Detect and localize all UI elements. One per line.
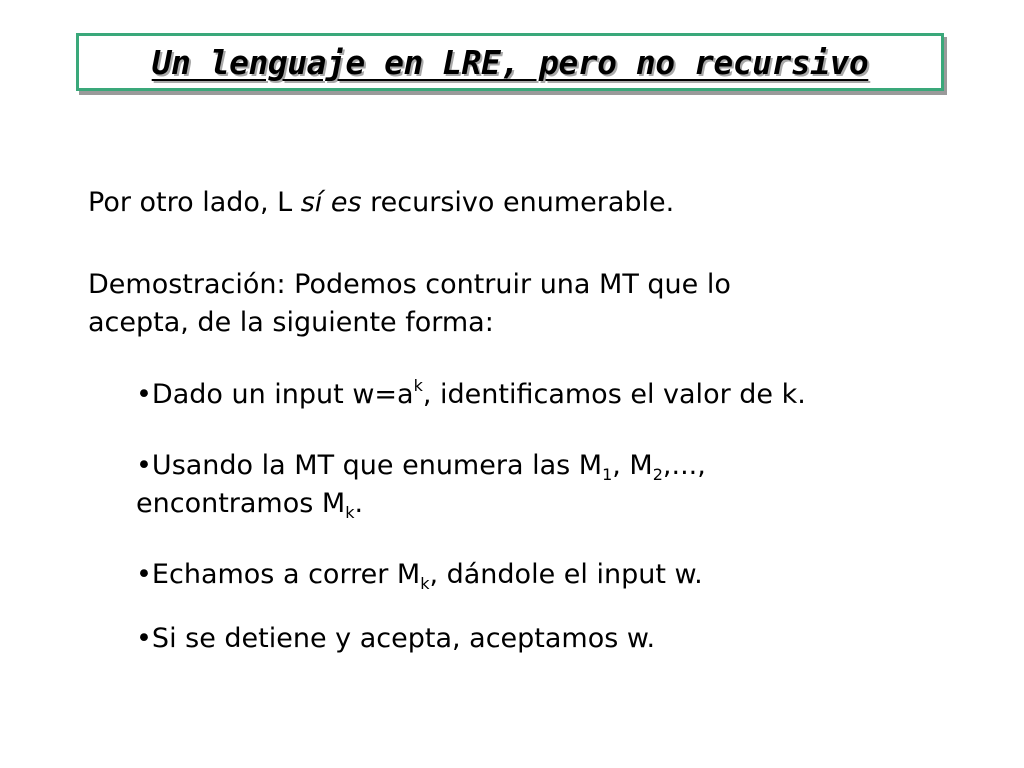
bullet-3-prefix: •Echamos a correr M (136, 559, 421, 590)
bullet-2 (136, 447, 706, 523)
bullet-1-prefix: •Dado un input w=a (136, 379, 414, 410)
para1-before: Por otro lado, L (88, 187, 301, 218)
bullet-3-sub: k (420, 574, 430, 593)
bullet-2-mid: , M (612, 450, 653, 481)
para2-line1: Demostración: Podemos contruir una MT que lo (88, 269, 731, 300)
title-box (76, 33, 944, 91)
bullet-1-sup: k (413, 376, 423, 395)
paragraph-demonstration (88, 266, 731, 342)
para1-italic: sí es (300, 187, 362, 218)
bullet-3 (136, 556, 703, 594)
para2-line2: acepta, de la siguiente forma: (88, 307, 494, 338)
bullet-2-line2-prefix: encontramos M (136, 488, 346, 519)
bullet-2-sub2: 2 (652, 465, 663, 484)
bullet-2-line1-suffix: ,..., (662, 450, 706, 481)
bullet-2-line1-prefix: •Usando la MT que enumera las M (136, 450, 603, 481)
bullet-2-sub3: k (345, 503, 355, 522)
bullet-1 (136, 376, 806, 414)
paragraph-recursive-enumerable (88, 184, 674, 222)
bullet-3-suffix: , dándole el input w. (429, 559, 703, 590)
bullet-4 (136, 620, 655, 658)
bullet-1-suffix: , identificamos el valor de k. (422, 379, 806, 410)
bullet-2-sub1: 1 (602, 465, 613, 484)
slide-title: Un lenguaje en LRE, pero no recursivo (151, 42, 869, 82)
bullet-2-line2-suffix: . (354, 488, 364, 519)
para1-after: recursivo enumerable. (361, 187, 675, 218)
bullet-4-text: •Si se detiene y acepta, aceptamos w. (136, 623, 656, 654)
